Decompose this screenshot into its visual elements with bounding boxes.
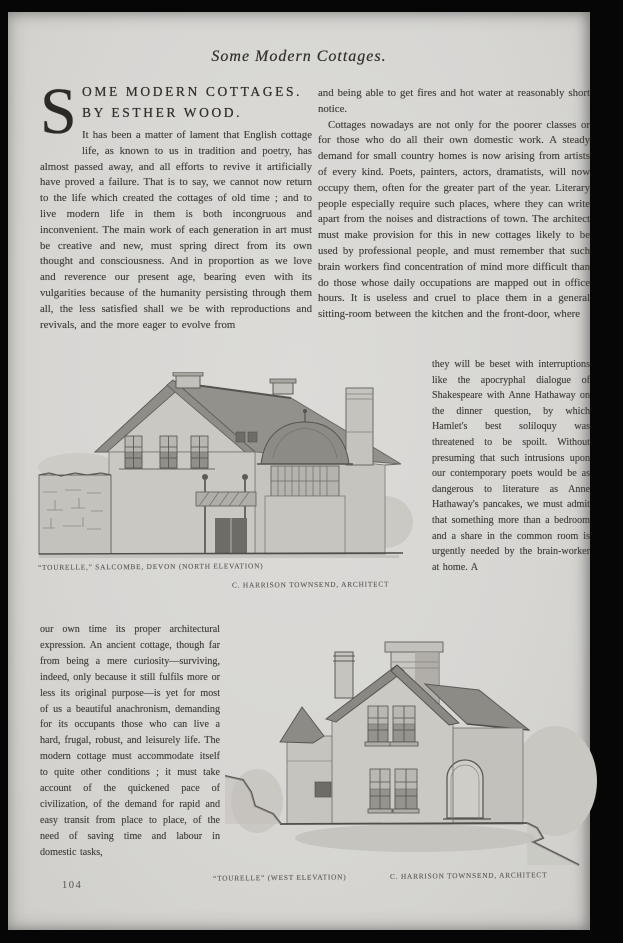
figure-north-elevation: [33, 372, 428, 562]
paragraph-left-column: It has been a matter of lament that English cottage life, as known to us in tradition and poetry, has almost passed away, and all efforts to revive it artificially have proved a failure. That is to say, we cannot now return to the life which created the cottages of old time ; and to live modern life in them is both incongruous and inconvenient. The main work of each generation in art must be creative and new, must spring direct from its own thought and consciousness. And in proportion as we love and reverence our present age, bearing even with its vulgarities because of the humanity persisting through them all, the less satisfied shall we be with reproductions and revivals, and the more eager to evolve from: [40, 129, 312, 331]
west-elevation-drawing: [225, 606, 605, 868]
narrow-right-column: [432, 357, 590, 575]
running-header: Some Modern Cottages.: [211, 48, 387, 65]
north-elevation-drawing: [33, 372, 428, 562]
page-number: 104: [62, 880, 83, 891]
figure2-caption: “TOURELLE” (WEST ELEVATION): [212, 872, 347, 883]
paragraph-narrow-left: our own time its proper architectural expression. An ancient cottage, though far from being a mere curiosity—surviving, indeed, only because it still fulfils more or less its original purpose—is yet for most of us a beautiful anachronism, demanding for its occupants those who can live a hard, frugal, robust, and leisurely life. The modern cottage must accommodate itself to quite other conditions ; it must take account of the quickened pace of civilization, of the demand for rapid and easy transit from place to place, of the need of saving time and labour in domestic tasks,: [40, 624, 220, 858]
article-opening-column: [40, 75, 312, 333]
article-title: OME MODERN COTTAGES.: [82, 84, 303, 99]
drop-cap: S: [40, 75, 77, 148]
paragraph-right-column: Cottages nowadays are not only for the poorer classes or for those who do all their own domestic work. A steady demand for small country homes is now arising from artists of every kind. Poets, painters, actors, dramatists, will now occupy them, often for the greater part of the year. Literary people especially require such places, where they can write apart from the noises and distractions of town. The architect must make provision for this in new cottages likely to be used by professional people, and must remember that such brain workers find concentration of mind more difficult than do those whose daily occupations are mapped out in office hours. It is useless and cruel to place them in a general sitting-room between the kitchen and the front-door, where: [318, 118, 590, 321]
figure-west-elevation: [225, 606, 605, 868]
article-byline: BY ESTHER WOOD.: [82, 105, 243, 120]
magazine-page: [8, 12, 590, 930]
narrow-left-column: [40, 622, 220, 861]
paragraph-right-intro: and being able to get fires and hot water at reasonably short notice.: [318, 87, 590, 115]
article-right-column: [318, 86, 590, 323]
figure2-credit: C. HARRISON TOWNSEND, ARCHITECT: [389, 870, 548, 881]
figure1-caption: “TOURELLE,” SALCOMBE, DEVON (NORTH ELEVATION): [37, 561, 264, 572]
figure1-credit: C. HARRISON TOWNSEND, ARCHITECT: [231, 579, 390, 590]
paragraph-narrow-right: they will be beset with interruptions like the apocryphal dialogue of Shakespeare with Anne Hathaway on the dinner question, by which Hamlet's best soliloquy was threatened to be spoilt. Without presuming that such intrusions upon our contemporary poets would be as dangerous to literature as Anne Hathaway's pancakes, we must admit that something more than a bedroom and a share in the common room is urgently needed by the brain-worker at home. A: [432, 359, 590, 573]
